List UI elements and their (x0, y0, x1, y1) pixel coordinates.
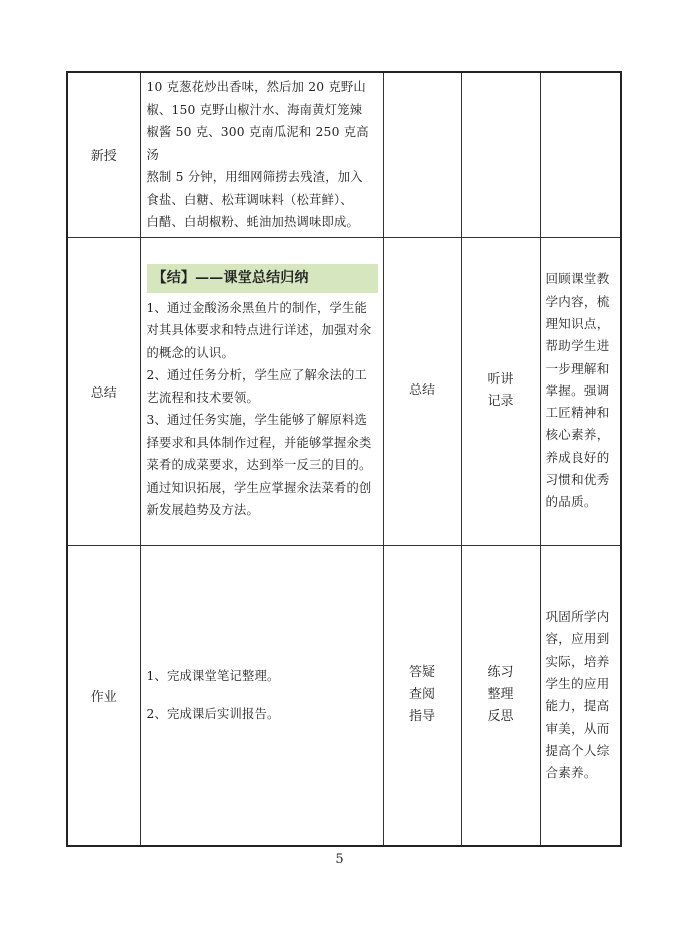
table-row-homework (67, 545, 621, 846)
student-activity-line: 记录 (487, 394, 514, 409)
summary-paragraph: 2、通过任务分析，学生应了解氽法的工艺流程和技术要领。 (146, 368, 367, 405)
lesson-plan-table (66, 71, 622, 847)
content-cell (140, 545, 383, 846)
content-line: 椒酱 50 克、300 克南瓜泥和 250 克高汤 (146, 125, 369, 162)
student-activity-line: 练习 (487, 665, 514, 681)
table-row-new-lesson (67, 72, 621, 237)
design-intent-text: 回顾课堂教学内容，梳理知识点，帮助学生进一步理解和掌握。强调工匠精神和核心素养，养成良好的习惯和优秀的品质。 (545, 271, 610, 510)
page-number: 5 (335, 852, 344, 867)
content-line: 食盐、白糖、松茸调味料（松茸鲜）、 (146, 192, 353, 207)
teacher-activity-cell (383, 72, 461, 237)
design-intent-text: 巩固所学内容，应用到实际，培养学生的应用能力，提高审美，从而提高个人综合素养。 (545, 609, 610, 781)
student-activity-cell (461, 72, 540, 237)
design-intent-cell (540, 545, 621, 846)
design-intent-cell (540, 72, 621, 237)
content-line: 椒、150 克野山椒汁水、海南黄灯笼辣 (146, 102, 363, 117)
content-line: 白醋、白胡椒粉、蚝油加热调味即成。 (146, 215, 359, 229)
teacher-activity-line: 答疑 (408, 665, 435, 681)
stage-label: 总结 (90, 385, 117, 401)
student-activity-cell (461, 545, 540, 846)
stage-cell (67, 237, 140, 545)
section-heading: 【结】——课堂总结归纳 (147, 264, 378, 293)
content-cell (140, 237, 383, 545)
teacher-activity-cell (383, 545, 461, 846)
stage-cell (67, 545, 140, 846)
teacher-activity: 总结 (408, 383, 435, 398)
content-cell (140, 72, 383, 237)
summary-paragraph: 1、通过金酸汤氽黑鱼片的制作，学生能对其具体要求和特点进行详述，加强对氽的概念的认识。 (146, 300, 372, 360)
stage-label: 作业 (90, 689, 117, 705)
student-activity-line: 反思 (487, 709, 514, 725)
student-activity-line: 整理 (487, 687, 514, 703)
stage-label: 新授 (90, 149, 117, 165)
teacher-activity-cell (383, 237, 461, 545)
homework-item: 1、完成课堂笔记整理。 (146, 669, 280, 684)
design-intent-cell (540, 237, 621, 545)
content-line: 熬制 5 分钟，用细网筛捞去残渣，加入 (146, 170, 363, 184)
content-line: 10 克葱花炒出香味，然后加 20 克野山 (146, 80, 366, 94)
homework-item: 2、完成课后实训报告。 (146, 707, 280, 722)
summary-paragraph: 3、通过任务实施，学生能够了解原料选择要求和具体制作过程，并能够掌握氽类菜肴的成菜要求，达到举一反三的目的。通过知识拓展，学生应掌握氽法菜肴的创新发展趋势及方法。 (146, 413, 372, 517)
table-row-summary (67, 237, 621, 545)
stage-cell (67, 72, 140, 237)
student-activity-cell (461, 237, 540, 545)
teacher-activity-line: 查阅 (408, 687, 435, 703)
student-activity-line: 听讲 (487, 372, 514, 387)
teacher-activity-line: 指导 (408, 709, 435, 725)
